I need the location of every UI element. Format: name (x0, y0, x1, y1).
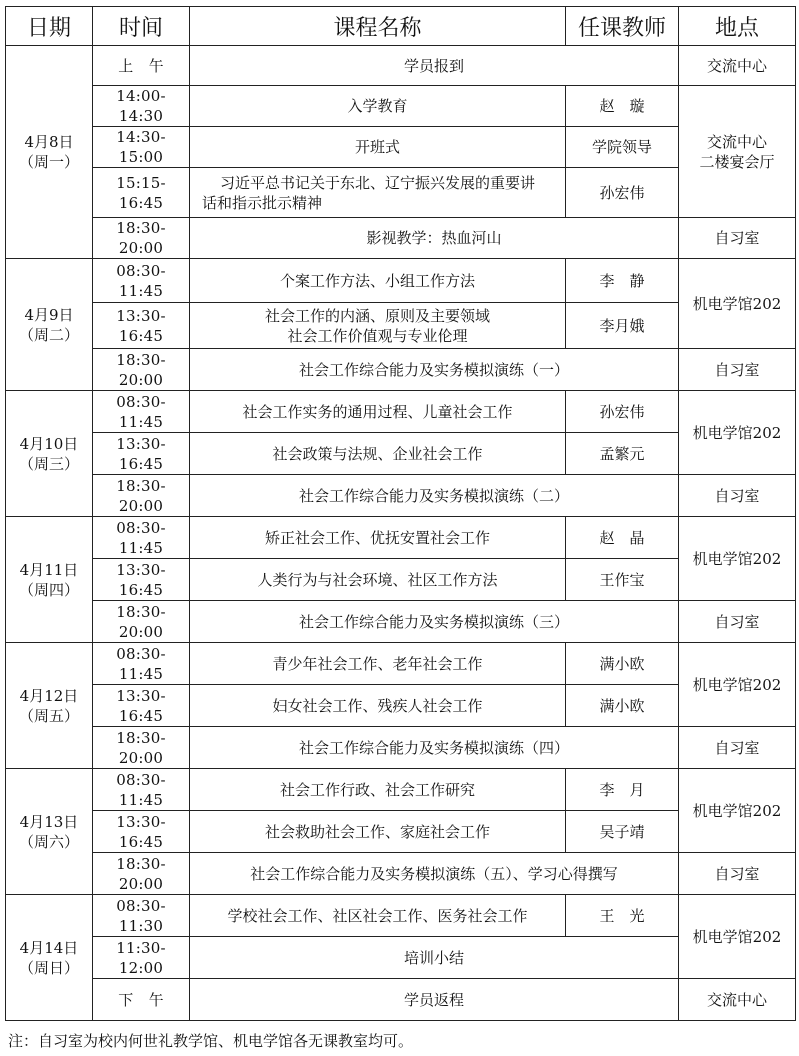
time-cell: 下 午 (93, 979, 190, 1021)
table-row (6, 937, 796, 979)
time-cell: 13:30-16:45 (93, 685, 190, 727)
weekday-text: （周一） (18, 153, 79, 171)
course-line: 社会工作的内涵、原则及主要领域 (264, 306, 490, 325)
course-cell: 学员报到 (190, 46, 679, 86)
time-cell: 08:30-11:30 (93, 895, 190, 937)
teacher-cell: 王作宝 (566, 559, 679, 601)
course-cell: 入学教育 (190, 86, 566, 127)
course-line: 话和指示批示精神 (202, 193, 323, 212)
teacher-cell: 王 光 (566, 895, 679, 937)
table-row (6, 643, 796, 685)
table-row (6, 727, 796, 769)
teacher-cell: 李月娥 (566, 303, 679, 349)
time-cell: 18:30-20:00 (93, 727, 190, 769)
location-cell: 机电学馆202 (679, 517, 796, 601)
header-row (6, 7, 796, 46)
table-row (6, 853, 796, 895)
time-cell: 14:30-15:00 (93, 127, 190, 168)
header-date: 日期 (6, 7, 93, 46)
date-text: 4月14日 (19, 938, 79, 957)
course-cell: 社会工作综合能力及实务模拟演练（五）、学习心得撰写 (190, 853, 679, 895)
table-row (6, 168, 796, 218)
time-cell: 18:30-20:00 (93, 853, 190, 895)
location-cell: 自习室 (679, 601, 796, 643)
time-cell: 08:30-11:45 (93, 391, 190, 433)
table-row (6, 46, 796, 86)
teacher-cell: 赵 璇 (566, 86, 679, 127)
time-cell: 08:30-11:45 (93, 643, 190, 685)
table-row (6, 979, 796, 1021)
course-cell: 培训小结 (190, 937, 679, 979)
time-cell: 13:30-16:45 (93, 303, 190, 349)
location-cell: 自习室 (679, 475, 796, 517)
date-text: 4月8日 (24, 133, 74, 151)
course-cell: 学校社会工作、社区社会工作、医务社会工作 (190, 895, 566, 937)
date-cell (6, 391, 93, 517)
table-row (6, 475, 796, 517)
header-course: 课程名称 (190, 7, 566, 46)
teacher-cell: 李 月 (566, 769, 679, 811)
course-line: 社会工作价值观与专业伦理 (287, 326, 468, 345)
location-cell (679, 86, 796, 218)
table-row (6, 86, 796, 127)
course-cell: 开班式 (190, 127, 566, 168)
course-cell: 社会工作综合能力及实务模拟演练（三） (190, 601, 679, 643)
course-cell (190, 168, 566, 218)
location-cell: 自习室 (679, 218, 796, 259)
weekday-text: （周六） (18, 832, 79, 851)
time-cell: 11:30-12:00 (93, 937, 190, 979)
time-cell: 上 午 (93, 46, 190, 86)
location-cell: 机电学馆202 (679, 259, 796, 349)
course-cell: 妇女社会工作、残疾人社会工作 (190, 685, 566, 727)
date-text: 4月12日 (19, 686, 79, 705)
location-cell: 机电学馆202 (679, 895, 796, 979)
location-cell: 自习室 (679, 727, 796, 769)
teacher-cell: 满小欧 (566, 643, 679, 685)
table-row (6, 811, 796, 853)
course-cell: 矫正社会工作、优抚安置社会工作 (190, 517, 566, 559)
table-row (6, 218, 796, 259)
date-text: 4月13日 (19, 812, 79, 831)
table-row (6, 433, 796, 475)
table-row (6, 895, 796, 937)
time-cell: 08:30-11:45 (93, 769, 190, 811)
time-cell: 18:30-20:00 (93, 218, 190, 259)
footnote: 注：自习室为校内何世礼教学馆、机电学馆各无课教室均可。 (8, 1032, 414, 1050)
course-cell: 青少年社会工作、老年社会工作 (190, 643, 566, 685)
time-cell: 13:30-16:45 (93, 811, 190, 853)
table-row (6, 685, 796, 727)
date-cell (6, 769, 93, 895)
teacher-cell: 孙宏伟 (566, 391, 679, 433)
location-cell: 机电学馆202 (679, 769, 796, 853)
course-cell (190, 303, 566, 349)
time-cell: 13:30-16:45 (93, 559, 190, 601)
course-cell: 社会政策与法规、企业社会工作 (190, 433, 566, 475)
table-row (6, 259, 796, 303)
teacher-cell: 赵 晶 (566, 517, 679, 559)
table-row (6, 769, 796, 811)
date-cell (6, 46, 93, 259)
time-cell: 18:30-20:00 (93, 475, 190, 517)
course-cell: 社会救助社会工作、家庭社会工作 (190, 811, 566, 853)
table-row (6, 349, 796, 391)
time-cell: 18:30-20:00 (93, 601, 190, 643)
location-line: 交流中心 二楼宴会厅 (699, 132, 775, 171)
weekday-text: （周三） (18, 454, 79, 473)
date-cell (6, 895, 93, 1021)
course-cell: 影视教学：热血河山 (190, 218, 679, 259)
header-location: 地点 (679, 7, 796, 46)
teacher-cell: 满小欧 (566, 685, 679, 727)
time-cell: 18:30-20:00 (93, 349, 190, 391)
table-row (6, 601, 796, 643)
location-cell: 交流中心 (679, 979, 796, 1021)
date-cell (6, 517, 93, 643)
teacher-cell: 李 静 (566, 259, 679, 303)
time-cell: 13:30-16:45 (93, 433, 190, 475)
schedule-table (5, 6, 796, 1021)
weekday-text: （周四） (18, 580, 79, 599)
teacher-cell: 孟繁元 (566, 433, 679, 475)
header-time: 时间 (93, 7, 190, 46)
location-cell: 自习室 (679, 853, 796, 895)
date-text: 4月11日 (19, 560, 79, 579)
table-row (6, 517, 796, 559)
course-cell: 社会工作综合能力及实务模拟演练（一） (190, 349, 679, 391)
course-cell: 社会工作综合能力及实务模拟演练（四） (190, 727, 679, 769)
date-text: 4月10日 (19, 434, 79, 453)
course-cell: 社会工作综合能力及实务模拟演练（二） (190, 475, 679, 517)
course-cell: 人类行为与社会环境、社区工作方法 (190, 559, 566, 601)
date-cell (6, 643, 93, 769)
time-cell: 08:30-11:45 (93, 259, 190, 303)
course-cell: 社会工作实务的通用过程、儿童社会工作 (190, 391, 566, 433)
location-cell: 交流中心 (679, 46, 796, 86)
table-row (6, 559, 796, 601)
date-cell (6, 259, 93, 391)
course-line: 习近平总书记关于东北、辽宁振兴发展的重要讲 (219, 173, 535, 192)
weekday-text: （周二） (18, 325, 79, 344)
table-row (6, 127, 796, 168)
location-cell: 自习室 (679, 349, 796, 391)
time-cell: 15:15-16:45 (93, 168, 190, 218)
location-cell: 机电学馆202 (679, 643, 796, 727)
teacher-cell: 吴子靖 (566, 811, 679, 853)
time-cell: 14:00-14:30 (93, 86, 190, 127)
header-teacher: 任课教师 (566, 7, 679, 46)
weekday-text: （周日） (18, 958, 79, 977)
course-cell: 个案工作方法、小组工作方法 (190, 259, 566, 303)
location-cell: 机电学馆202 (679, 391, 796, 475)
course-cell: 社会工作行政、社会工作研究 (190, 769, 566, 811)
course-cell: 学员返程 (190, 979, 679, 1021)
weekday-text: （周五） (18, 706, 79, 725)
teacher-cell: 学院领导 (566, 127, 679, 168)
date-text: 4月9日 (24, 305, 74, 324)
table-row (6, 391, 796, 433)
teacher-cell: 孙宏伟 (566, 168, 679, 218)
time-cell: 08:30-11:45 (93, 517, 190, 559)
table-row (6, 303, 796, 349)
